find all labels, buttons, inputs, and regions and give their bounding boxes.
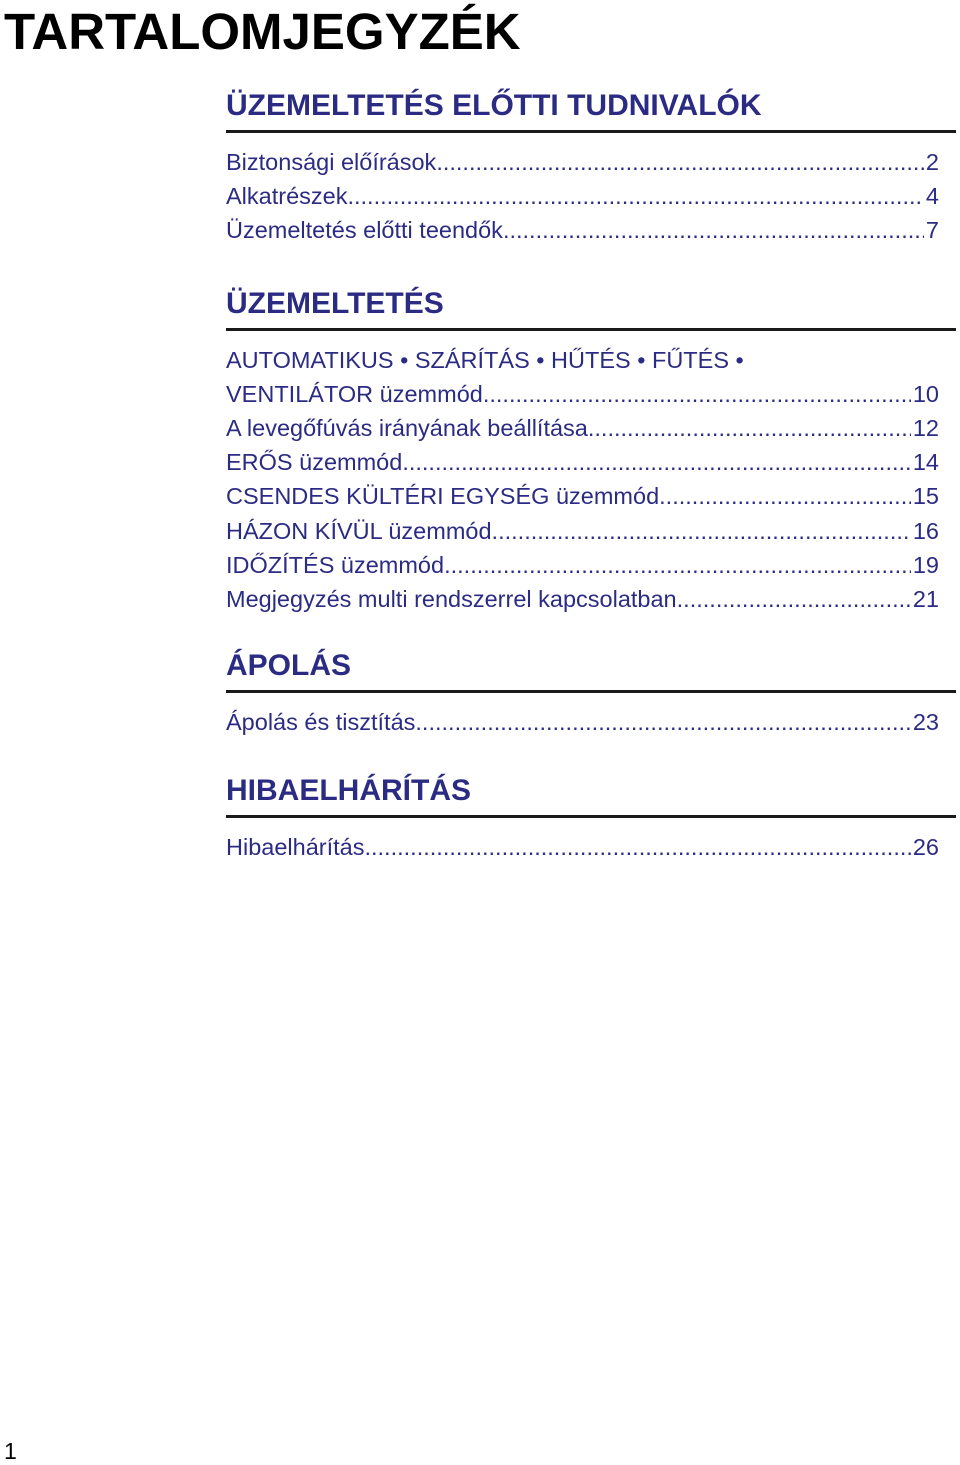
entry-label: Üzemeltetés előtti teendők — [226, 217, 503, 244]
entry-label: Ápolás és tisztítás — [226, 709, 416, 736]
entry-page-number: 7 — [925, 217, 939, 244]
toc-section-care — [226, 646, 956, 739]
entry-label: IDŐZÍTÉS üzemmód — [226, 551, 445, 578]
entry-page-number: 10 — [912, 380, 939, 407]
dot-leader — [588, 411, 911, 445]
toc-entry-fan-mode[interactable] — [226, 377, 939, 411]
entry-page-number: 12 — [912, 415, 939, 442]
dot-leader — [483, 377, 911, 411]
entry-label: ERŐS üzemmód — [226, 449, 403, 476]
entry-page-number: 19 — [912, 551, 939, 578]
section-heading: HIBAELHÁRÍTÁS — [226, 771, 956, 818]
toc-entry-care-cleaning[interactable] — [226, 705, 939, 739]
dot-leader — [436, 145, 924, 179]
entry-page-number: 16 — [912, 517, 939, 544]
entry-list — [226, 705, 956, 739]
entry-page-number: 4 — [925, 183, 939, 210]
toc-entry-parts[interactable] — [226, 179, 939, 213]
toc-entry-safety[interactable] — [226, 145, 939, 179]
entry-list — [226, 830, 956, 864]
entry-label: Megjegyzés multi rendszerrel kapcsolatban — [226, 586, 677, 613]
entry-page-number: 26 — [912, 834, 939, 861]
dot-leader — [347, 179, 923, 213]
page-title: TARTALOMJEGYZÉK — [4, 3, 521, 60]
toc-section-operation — [226, 284, 956, 617]
entry-page-number: 23 — [912, 709, 939, 736]
entry-list — [226, 343, 956, 617]
toc-entry-quiet-outdoor-mode[interactable] — [226, 479, 939, 513]
entry-label: HÁZON KÍVÜL üzemmód — [226, 517, 492, 544]
dot-leader — [402, 445, 911, 479]
page-number: 1 — [4, 1438, 17, 1464]
toc-entry-powerful-mode[interactable] — [226, 445, 939, 479]
dot-leader — [503, 213, 924, 247]
toc-section-troubleshooting — [226, 771, 956, 864]
entry-label: Biztonsági előírások — [226, 149, 437, 175]
entry-list — [226, 145, 956, 248]
entry-page-number: 14 — [912, 449, 939, 476]
dot-leader — [659, 479, 911, 513]
table-of-contents — [226, 86, 956, 865]
toc-entry-multi-system-note[interactable] — [226, 582, 939, 616]
dot-leader — [677, 582, 911, 616]
entry-label: VENTILÁTOR üzemmód — [226, 380, 483, 407]
entry-label: Alkatrészek — [226, 183, 348, 210]
section-heading: ÜZEMELTETÉS — [226, 284, 956, 331]
entry-label: A levegőfúvás irányának beállítása — [226, 415, 588, 442]
toc-entry-troubleshooting[interactable] — [226, 830, 939, 864]
toc-entry-timer-mode[interactable] — [226, 548, 939, 582]
toc-entry-airflow-direction[interactable] — [226, 411, 939, 445]
dot-leader — [364, 830, 910, 864]
dot-leader — [444, 548, 911, 582]
section-heading: ÁPOLÁS — [226, 646, 956, 693]
entry-label: Hibaelhárítás — [226, 834, 365, 861]
entry-page-number: 15 — [912, 483, 939, 510]
toc-section-pre-operation — [226, 86, 956, 248]
entry-label: CSENDES KÜLTÉRI EGYSÉG üzemmód — [226, 483, 660, 510]
entry-page-number: 2 — [925, 149, 939, 175]
dot-leader — [492, 514, 911, 548]
entry-page-number: 21 — [912, 586, 939, 613]
toc-entry-away-mode[interactable] — [226, 514, 939, 548]
dot-leader — [415, 705, 910, 739]
section-heading: ÜZEMELTETÉS ELŐTTI TUDNIVALÓK — [226, 86, 956, 133]
toc-entry-preparation[interactable] — [226, 213, 939, 247]
modes-line[interactable]: AUTOMATIKUS • SZÁRÍTÁS • HŰTÉS • FŰTÉS • — [226, 346, 744, 373]
